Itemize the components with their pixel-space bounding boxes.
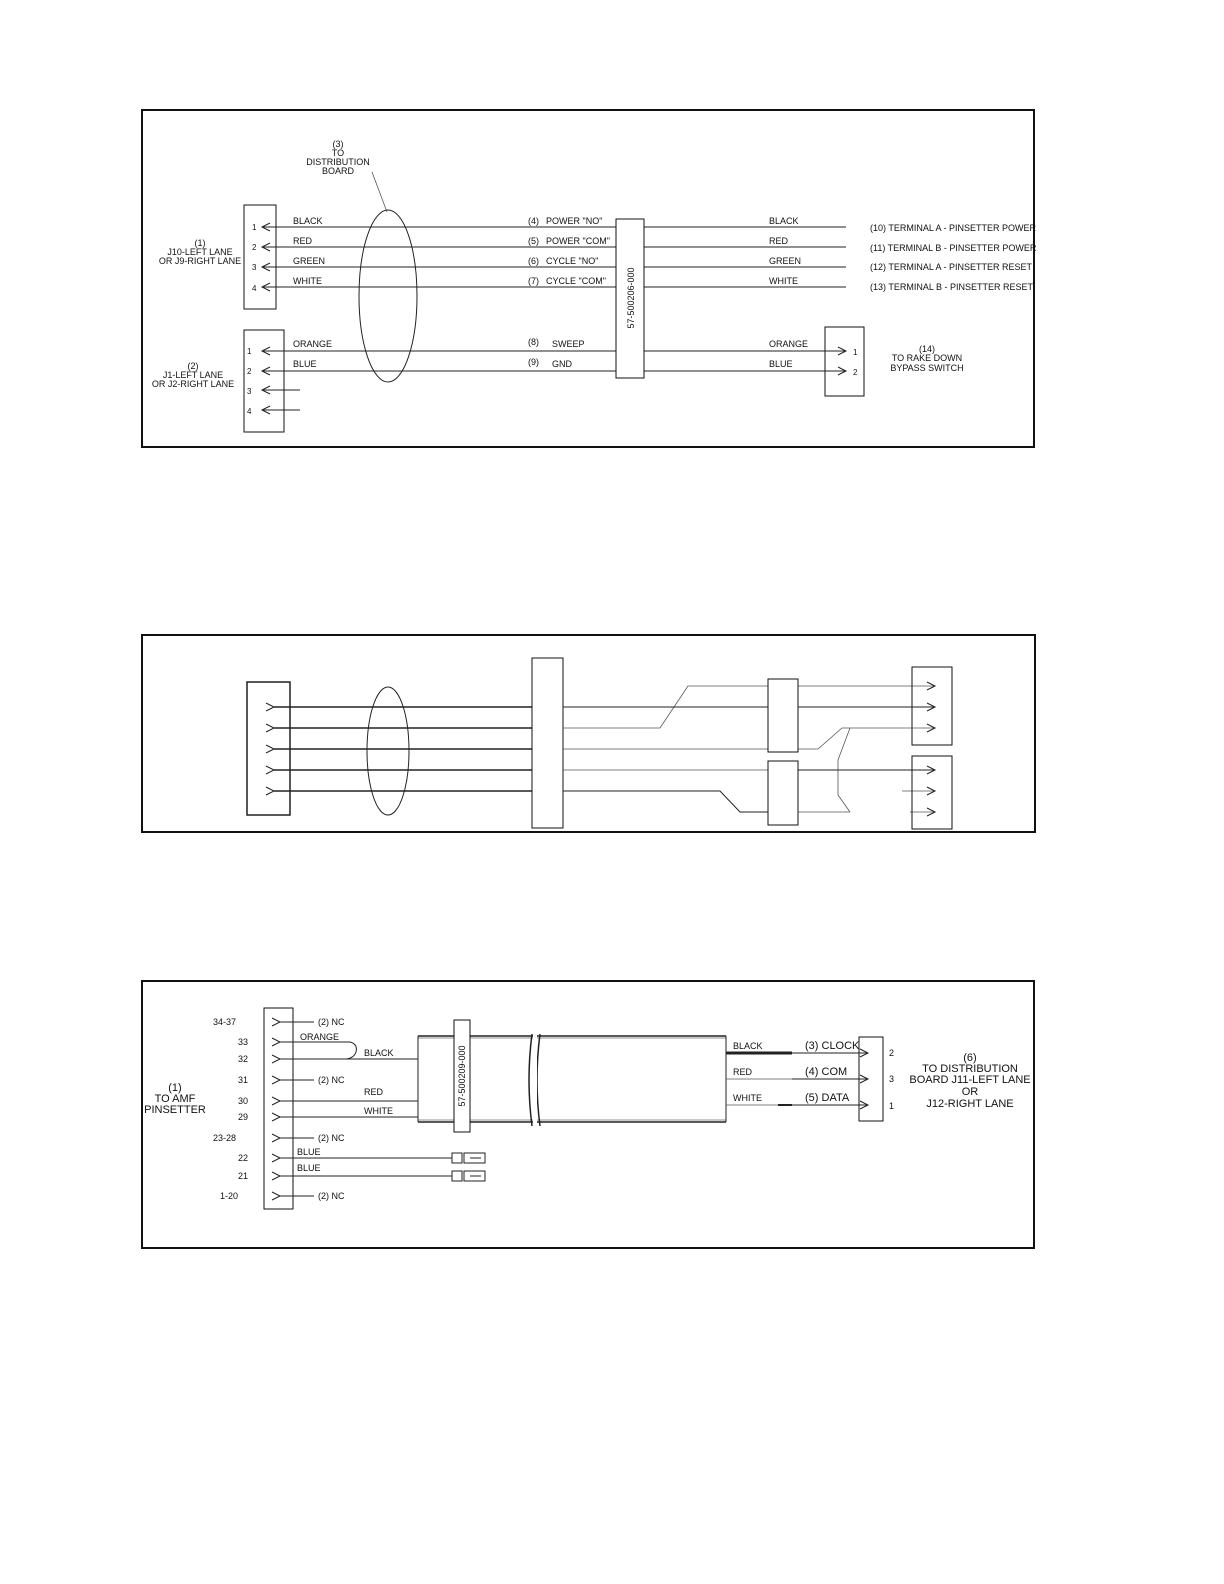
wire-blue-22: BLUE <box>297 1147 321 1157</box>
diagram-2 <box>142 635 1035 832</box>
connector-j10-num: (1) <box>194 238 206 248</box>
amf-pin-23-28: 23-28 <box>212 1133 236 1143</box>
amf-pin-32: 32 <box>237 1054 248 1064</box>
amf-pin-22: 22 <box>237 1153 248 1163</box>
rake-num: (14) <box>918 344 936 354</box>
amf-pin-21: 21 <box>237 1171 248 1181</box>
pin-j1-2: 2 <box>247 367 252 376</box>
terminal-13: (13) TERMINAL B - PINSETTER RESET <box>870 282 1034 292</box>
pin-j1-4: 4 <box>247 407 252 416</box>
dist-pin-2: 2 <box>889 1048 895 1058</box>
nc-34-37: (2) NC <box>318 1017 345 1027</box>
diagram-1 <box>142 110 1037 447</box>
diagram-2-splice-box-top <box>768 679 798 752</box>
diagram-2-center-box <box>532 658 563 828</box>
label-sweep: SWEEP <box>552 339 585 349</box>
wire-right-red: RED <box>769 236 789 246</box>
connector-j1-box <box>244 330 284 432</box>
diagram-3 <box>142 981 1034 1248</box>
pin-j10-4: 4 <box>252 284 257 293</box>
amf-pin-1-20: 1-20 <box>219 1191 238 1201</box>
distribution-note-line3: BOARD <box>321 166 355 176</box>
wire-black: BLACK <box>364 1048 394 1058</box>
wire-left-black: BLACK <box>293 216 323 226</box>
wire-right-green: GREEN <box>769 256 802 266</box>
ref-9: (9) <box>528 357 539 367</box>
amf-num: (1) <box>168 1082 182 1094</box>
label-cycle-no: CYCLE "NO" <box>546 256 599 266</box>
amf-pin-30: 30 <box>237 1096 248 1106</box>
wire-left-blue: BLUE <box>293 359 317 369</box>
dist-num: (6) <box>963 1052 977 1064</box>
wire-right-red-3: RED <box>733 1067 753 1077</box>
label-power-com: POWER "COM" <box>546 236 610 246</box>
wire-right-blue: BLUE <box>769 359 793 369</box>
connector-j10-line1: J10-LEFT LANE <box>167 247 233 257</box>
cable-bundle-ellipse <box>359 210 417 382</box>
connector-j1-num: (2) <box>187 361 199 371</box>
connector-j10-line2: OR J9-RIGHT LANE <box>158 256 242 266</box>
nc-23-28: (2) NC <box>318 1133 345 1143</box>
signal-data: (5) DATA <box>805 1092 850 1104</box>
ref-8: (8) <box>528 337 539 347</box>
dist-line1: TO DISTRIBUTION <box>922 1063 1018 1075</box>
signal-clock: (3) CLOCK <box>805 1040 860 1052</box>
diagram-1-wires <box>262 223 846 414</box>
wire-red: RED <box>364 1087 384 1097</box>
amf-line1: TO AMF <box>154 1093 196 1105</box>
rake-line2: BYPASS SWITCH <box>890 363 964 373</box>
ref-6: (6) <box>528 256 539 266</box>
nc-31: (2) NC <box>318 1075 345 1085</box>
amf-pin-29: 29 <box>237 1112 248 1122</box>
diagram-2-splice-box-bottom <box>768 761 798 825</box>
pin-j10-3: 3 <box>252 263 257 272</box>
amf-pin-33: 33 <box>237 1037 248 1047</box>
label-power-no: POWER "NO" <box>546 216 603 226</box>
wire-left-red: RED <box>293 236 313 246</box>
distribution-note-num: (3) <box>332 139 344 149</box>
diagram-2-wires <box>274 707 532 791</box>
pin-j10-2: 2 <box>252 243 257 252</box>
wire-right-black: BLACK <box>769 216 799 226</box>
terminal-11: (11) TERMINAL B - PINSETTER POWER <box>870 243 1037 253</box>
wire-left-green: GREEN <box>293 256 326 266</box>
rake-switch-box <box>825 327 864 396</box>
amf-pin-34-37: 34-37 <box>212 1017 236 1027</box>
spade-terminal-22 <box>452 1153 485 1163</box>
distribution-note-line1: TO <box>331 148 345 158</box>
distribution-leader-line <box>372 172 387 212</box>
pin-j10-1: 1 <box>252 223 257 232</box>
wire-left-white: WHITE <box>293 276 322 286</box>
amf-pin-31: 31 <box>237 1075 248 1085</box>
wire-right-black-3: BLACK <box>733 1041 763 1051</box>
connector-j10-box <box>244 205 276 309</box>
dist-pin-1: 1 <box>889 1101 895 1111</box>
wire-blue-21: BLUE <box>297 1163 321 1173</box>
part-number-1: 57-500206-000 <box>626 267 636 329</box>
signal-com: (4) COM <box>805 1066 848 1078</box>
terminal-12: (12) TERMINAL A - PINSETTER RESET <box>870 262 1033 272</box>
connector-j1-line2: OR J2-RIGHT LANE <box>151 379 235 389</box>
amf-line2: PINSETTER <box>144 1104 206 1116</box>
diagram-2-right-wires <box>563 686 935 812</box>
spade-terminal-21 <box>452 1171 485 1181</box>
label-gnd: GND <box>552 359 572 369</box>
wire-right-white-3: WHITE <box>733 1093 762 1103</box>
ref-4: (4) <box>528 216 539 226</box>
wire-right-orange: ORANGE <box>769 339 809 349</box>
diagram-2-right-arrows <box>927 682 935 816</box>
rake-line1: TO RAKE DOWN <box>891 353 963 363</box>
wire-left-orange: ORANGE <box>293 339 333 349</box>
wire-orange: ORANGE <box>300 1032 340 1042</box>
distribution-note-line2: DISTRIBUTION <box>306 157 370 167</box>
wire-white: WHITE <box>364 1106 393 1116</box>
rake-pin-1: 1 <box>853 348 858 357</box>
connector-j1-line1: J1-LEFT LANE <box>162 370 224 380</box>
ref-5: (5) <box>528 236 539 246</box>
dist-line3: OR <box>961 1086 979 1098</box>
part-number-3: 57-500209-000 <box>457 1045 467 1107</box>
wire-right-white: WHITE <box>769 276 798 286</box>
rake-pin-2: 2 <box>853 368 858 377</box>
dist-line2: BOARD J11-LEFT LANE <box>909 1074 1031 1086</box>
dist-pin-3: 3 <box>889 1074 895 1084</box>
pin-j1-3: 3 <box>247 387 252 396</box>
dist-line4: J12-RIGHT LANE <box>926 1098 1014 1110</box>
nc-1-20: (2) NC <box>318 1191 345 1201</box>
terminal-10: (10) TERMINAL A - PINSETTER POWER <box>870 223 1037 233</box>
label-cycle-com: CYCLE "COM" <box>546 276 606 286</box>
ref-7: (7) <box>528 276 539 286</box>
diagram-2-cable-ellipse <box>367 687 409 815</box>
pin-j1-1: 1 <box>247 347 252 356</box>
amf-connector-box <box>264 1008 293 1209</box>
